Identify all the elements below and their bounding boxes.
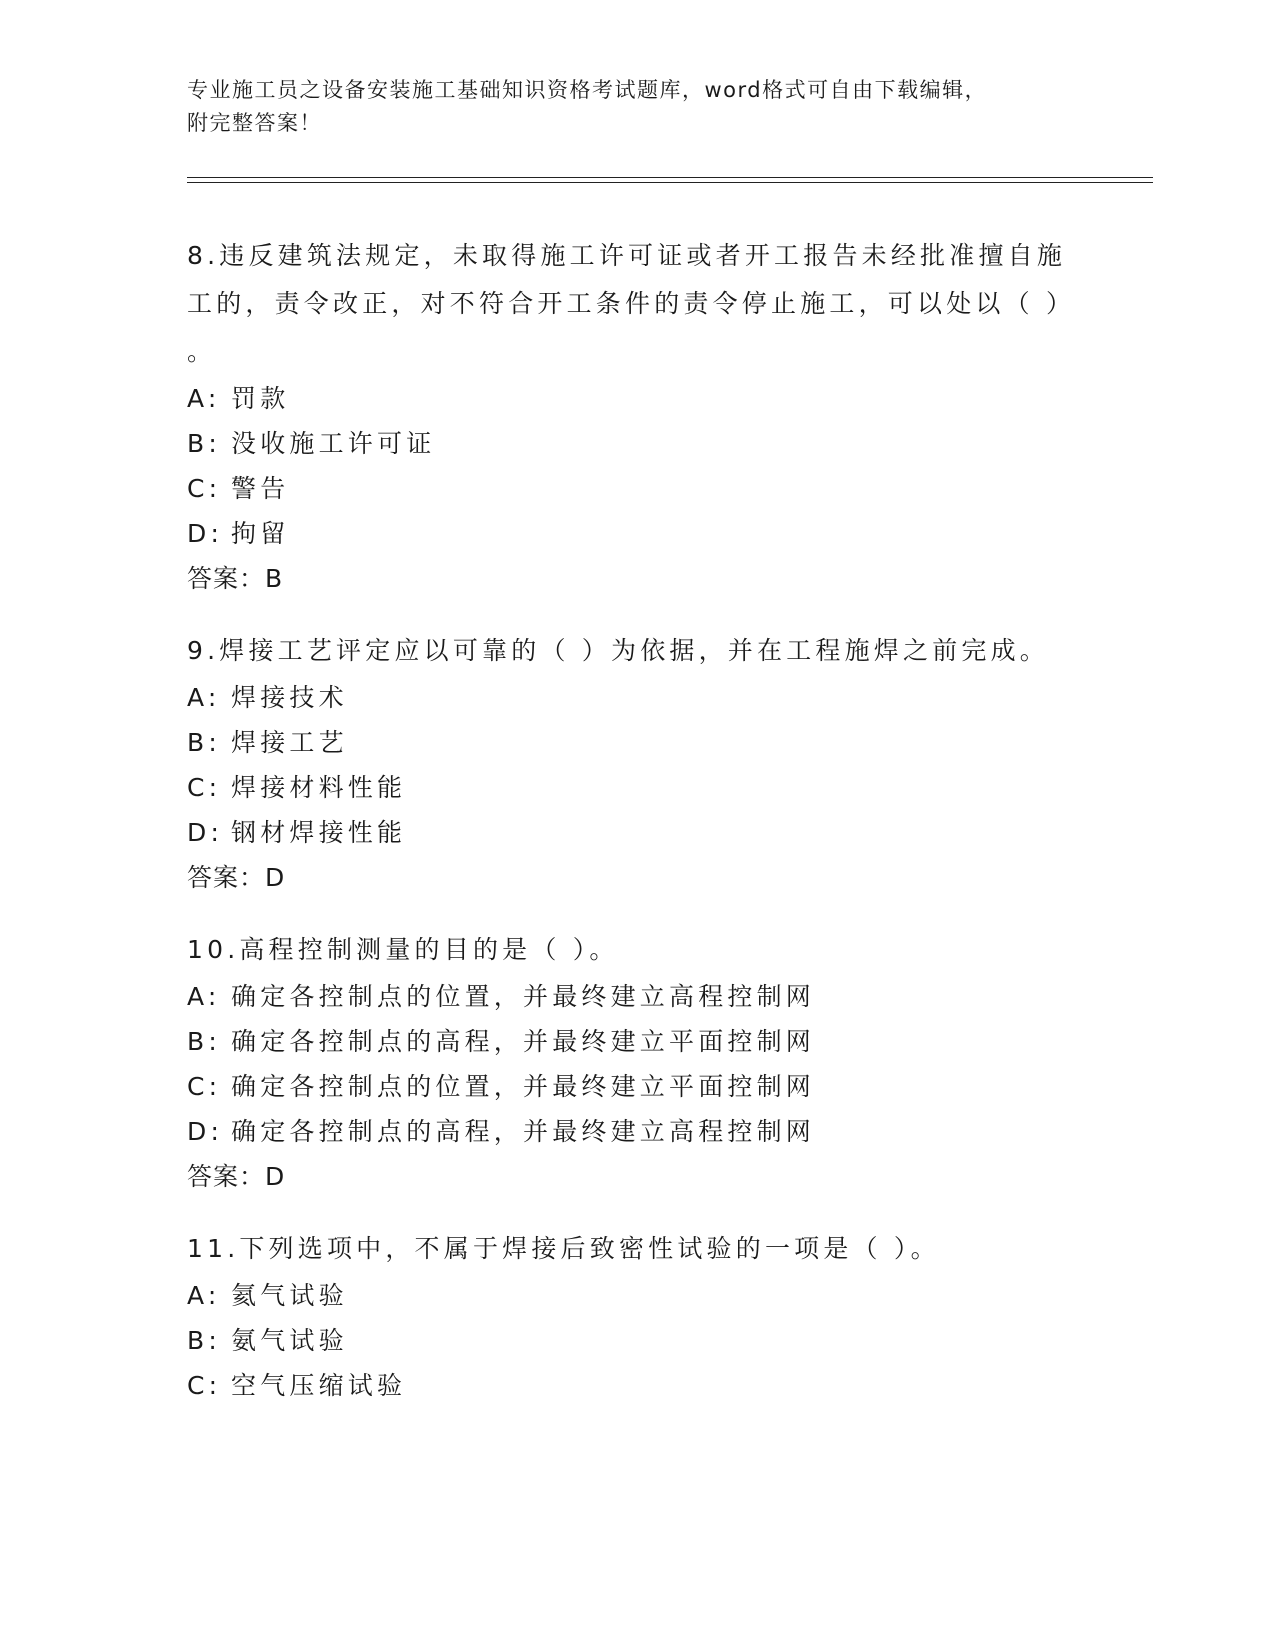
option-text: 警告	[231, 474, 290, 503]
question-11	[187, 1225, 1067, 1408]
option-letter: B:	[187, 429, 221, 458]
option-letter: A:	[187, 982, 221, 1011]
option-a	[187, 974, 1067, 1019]
question-list	[187, 232, 1076, 1434]
option-letter: C:	[187, 1072, 222, 1101]
option-c	[187, 1064, 1067, 1109]
option-d	[187, 511, 1067, 556]
option-letter: C:	[187, 474, 222, 503]
question-text-line: 。	[187, 337, 217, 366]
option-b	[187, 421, 1067, 466]
option-text: 氦气试验	[231, 1281, 348, 1310]
option-letter: D:	[187, 818, 224, 847]
answer-line: 答案：D	[187, 1162, 286, 1191]
option-b	[187, 1019, 1067, 1064]
question-text-line: 9.焊接工艺评定应以可靠的（ ）为依据，并在工程施焊之前完成。	[187, 636, 1050, 665]
question-text	[187, 232, 1076, 376]
question-text-line: 工的，责令改正，对不符合开工条件的责令停止施工，可以处以（ ）	[187, 289, 1076, 318]
option-text: 确定各控制点的位置，并最终建立平面控制网	[231, 1072, 816, 1101]
option-c	[187, 466, 1067, 511]
option-text: 拘留	[231, 519, 290, 548]
option-text: 空气压缩试验	[231, 1371, 407, 1400]
option-text: 罚款	[231, 384, 290, 413]
option-text: 焊接材料性能	[231, 773, 407, 802]
option-a	[187, 376, 1067, 421]
question-text-line: 8.违反建筑法规定，未取得施工许可证或者开工报告未经批准擅自施	[187, 241, 1067, 270]
option-text: 确定各控制点的高程，并最终建立平面控制网	[231, 1027, 816, 1056]
option-b	[187, 720, 1067, 765]
answer-line: 答案：B	[187, 564, 284, 593]
option-letter: B:	[187, 728, 221, 757]
option-letter: B:	[187, 1326, 221, 1355]
option-a	[187, 675, 1067, 720]
header-line-2: 附完整答案！	[187, 111, 322, 135]
header-divider-top	[187, 177, 1153, 178]
option-text: 焊接工艺	[231, 728, 348, 757]
option-a	[187, 1273, 1067, 1318]
document-header	[187, 74, 1087, 140]
option-letter: C:	[187, 1371, 222, 1400]
option-text: 焊接技术	[231, 683, 348, 712]
option-c	[187, 1363, 1067, 1408]
question-text	[187, 926, 1067, 974]
option-letter: A:	[187, 1281, 221, 1310]
question-text-line: 11.下列选项中，不属于焊接后致密性试验的一项是（ ）。	[187, 1234, 940, 1263]
option-letter: D:	[187, 1117, 224, 1146]
option-text: 确定各控制点的位置，并最终建立高程控制网	[231, 982, 816, 1011]
option-letter: A:	[187, 384, 221, 413]
header-divider-bottom	[187, 182, 1153, 183]
header-line-1: 专业施工员之设备安装施工基础知识资格考试题库，word格式可自由下载编辑，	[187, 78, 988, 102]
option-d	[187, 1109, 1067, 1154]
question-10	[187, 926, 1067, 1199]
option-text: 钢材焊接性能	[231, 818, 407, 847]
option-letter: A:	[187, 683, 221, 712]
question-text	[187, 627, 1067, 675]
question-9	[187, 627, 1067, 900]
option-b	[187, 1318, 1067, 1363]
option-text: 没收施工许可证	[231, 429, 436, 458]
option-letter: D:	[187, 519, 224, 548]
option-text: 确定各控制点的高程，并最终建立高程控制网	[231, 1117, 816, 1146]
question-8	[187, 232, 1076, 601]
option-c	[187, 765, 1067, 810]
option-letter: B:	[187, 1027, 221, 1056]
option-d	[187, 810, 1067, 855]
answer-line: 答案：D	[187, 863, 286, 892]
option-text: 氨气试验	[231, 1326, 348, 1355]
question-text	[187, 1225, 1067, 1273]
option-letter: C:	[187, 773, 222, 802]
question-text-line: 10.高程控制测量的目的是（ ）。	[187, 935, 619, 964]
